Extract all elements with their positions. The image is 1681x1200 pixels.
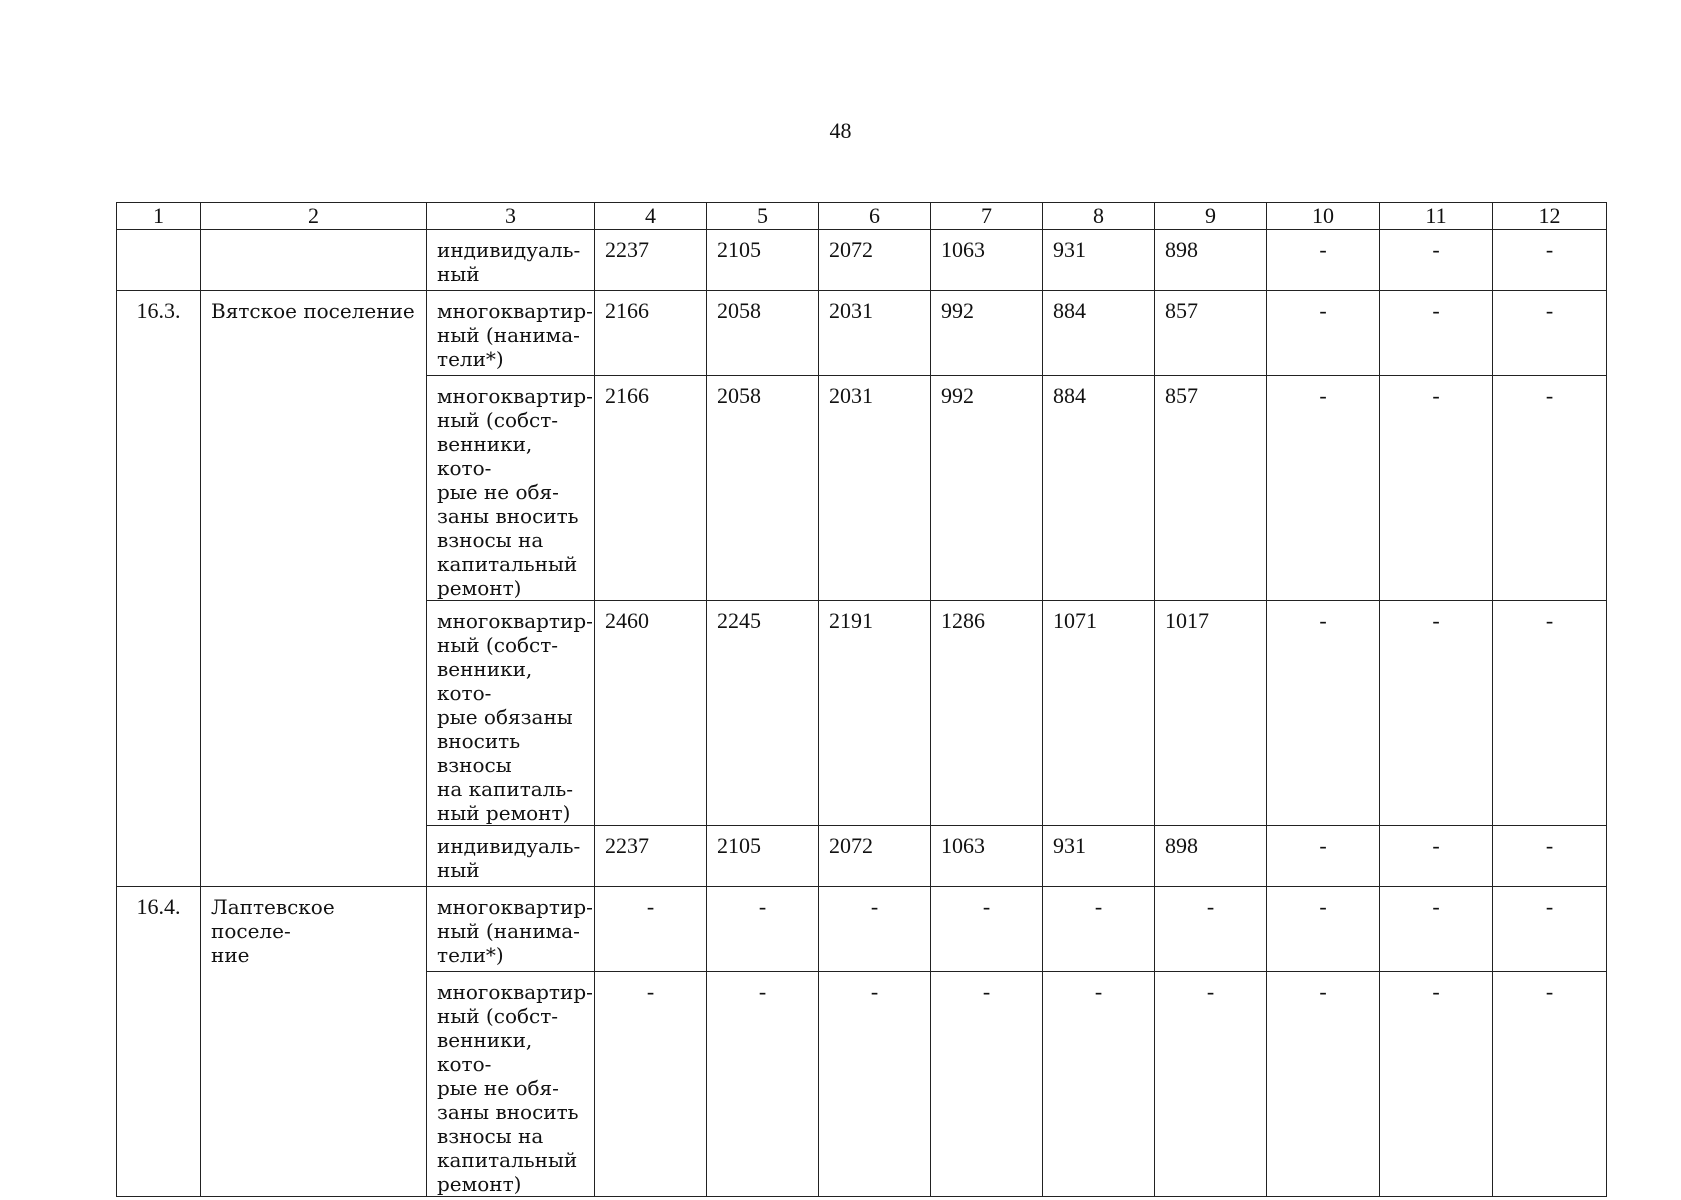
housing-type-cell: многоквартир- ный (собст- венники, кото- рые обязаны вносить взносы на капиталь- ный ремонт) [427,601,595,826]
tariff-table [116,202,1607,1197]
value-cell-col-9: 857 [1155,291,1267,376]
value-cell-col-10: - [1267,972,1380,1197]
row-index-cell: 16.4. [117,887,201,1197]
value-cell-col-10: - [1267,826,1380,887]
value-cell-col-11: - [1380,887,1493,972]
value-cell-col-6: - [819,887,931,972]
column-number: 4 [595,203,707,230]
value-cell-col-12: - [1493,887,1607,972]
column-number: 12 [1493,203,1607,230]
column-number: 11 [1380,203,1493,230]
value-cell-col-5: 2058 [707,376,819,601]
value-cell-col-8: 931 [1043,826,1155,887]
settlement-name-cell: Вятское поселение [201,291,427,887]
housing-type-cell: многоквартир- ный (собст- венники, кото- рые не обя- заны вносить взносы на капитальный ремонт) [427,376,595,601]
value-cell-col-11: - [1380,230,1493,291]
page-number: 48 [829,118,852,143]
table-row [117,887,1607,972]
column-number: 6 [819,203,931,230]
value-cell-col-9: 857 [1155,376,1267,601]
value-cell-col-6: 2072 [819,826,931,887]
value-cell-col-10: - [1267,887,1380,972]
value-cell-col-4: 2166 [595,376,707,601]
value-cell-col-9: 1017 [1155,601,1267,826]
value-cell-col-7: 992 [931,291,1043,376]
value-cell-col-12: - [1493,230,1607,291]
value-cell-col-4: 2237 [595,826,707,887]
housing-type-cell: индивидуаль- ный [427,230,595,291]
value-cell-col-6: 2072 [819,230,931,291]
value-cell-col-11: - [1380,972,1493,1197]
table-body [117,203,1607,1197]
value-cell-col-9: 898 [1155,826,1267,887]
value-cell-col-8: - [1043,887,1155,972]
value-cell-col-12: - [1493,972,1607,1197]
value-cell-col-8: 884 [1043,291,1155,376]
value-cell-col-6: 2031 [819,291,931,376]
column-number: 9 [1155,203,1267,230]
value-cell-col-4: 2237 [595,230,707,291]
value-cell-col-12: - [1493,376,1607,601]
column-number: 8 [1043,203,1155,230]
table-row [117,291,1607,376]
column-number: 10 [1267,203,1380,230]
value-cell-col-8: 884 [1043,376,1155,601]
housing-type-cell: индивидуаль- ный [427,826,595,887]
value-cell-col-8: 931 [1043,230,1155,291]
value-cell-col-5: 2105 [707,230,819,291]
value-cell-col-5: 2058 [707,291,819,376]
value-cell-col-10: - [1267,230,1380,291]
value-cell-col-4: - [595,972,707,1197]
value-cell-col-10: - [1267,376,1380,601]
value-cell-col-9: 898 [1155,230,1267,291]
value-cell-col-7: 1063 [931,230,1043,291]
value-cell-col-11: - [1380,601,1493,826]
column-number: 3 [427,203,595,230]
value-cell-col-11: - [1380,826,1493,887]
value-cell-col-5: - [707,972,819,1197]
value-cell-col-7: 1286 [931,601,1043,826]
row-index-cell [117,230,201,291]
value-cell-col-4: 2460 [595,601,707,826]
value-cell-col-12: - [1493,291,1607,376]
value-cell-col-8: - [1043,972,1155,1197]
value-cell-col-4: - [595,887,707,972]
column-number: 2 [201,203,427,230]
housing-type-cell: многоквартир- ный (собст- венники, кото- рые не обя- заны вносить взносы на капитальный ремонт) [427,972,595,1197]
value-cell-col-9: - [1155,972,1267,1197]
housing-type-cell: многоквартир- ный (нанима- тели*) [427,887,595,972]
column-number: 1 [117,203,201,230]
value-cell-col-10: - [1267,291,1380,376]
value-cell-col-5: 2245 [707,601,819,826]
value-cell-col-5: 2105 [707,826,819,887]
value-cell-col-8: 1071 [1043,601,1155,826]
value-cell-col-6: 2031 [819,376,931,601]
table-row [117,230,1607,291]
value-cell-col-4: 2166 [595,291,707,376]
value-cell-col-7: 992 [931,376,1043,601]
value-cell-col-11: - [1380,291,1493,376]
row-index-cell: 16.3. [117,291,201,887]
value-cell-col-7: - [931,887,1043,972]
value-cell-col-6: - [819,972,931,1197]
value-cell-col-12: - [1493,601,1607,826]
value-cell-col-7: - [931,972,1043,1197]
value-cell-col-10: - [1267,601,1380,826]
settlement-name-cell [201,230,427,291]
column-number: 7 [931,203,1043,230]
column-number: 5 [707,203,819,230]
value-cell-col-11: - [1380,376,1493,601]
value-cell-col-7: 1063 [931,826,1043,887]
value-cell-col-12: - [1493,826,1607,887]
value-cell-col-9: - [1155,887,1267,972]
value-cell-col-6: 2191 [819,601,931,826]
settlement-name-cell: Лаптевское поселе- ние [201,887,427,1197]
value-cell-col-5: - [707,887,819,972]
column-number-row [117,203,1607,230]
housing-type-cell: многоквартир- ный (нанима- тели*) [427,291,595,376]
